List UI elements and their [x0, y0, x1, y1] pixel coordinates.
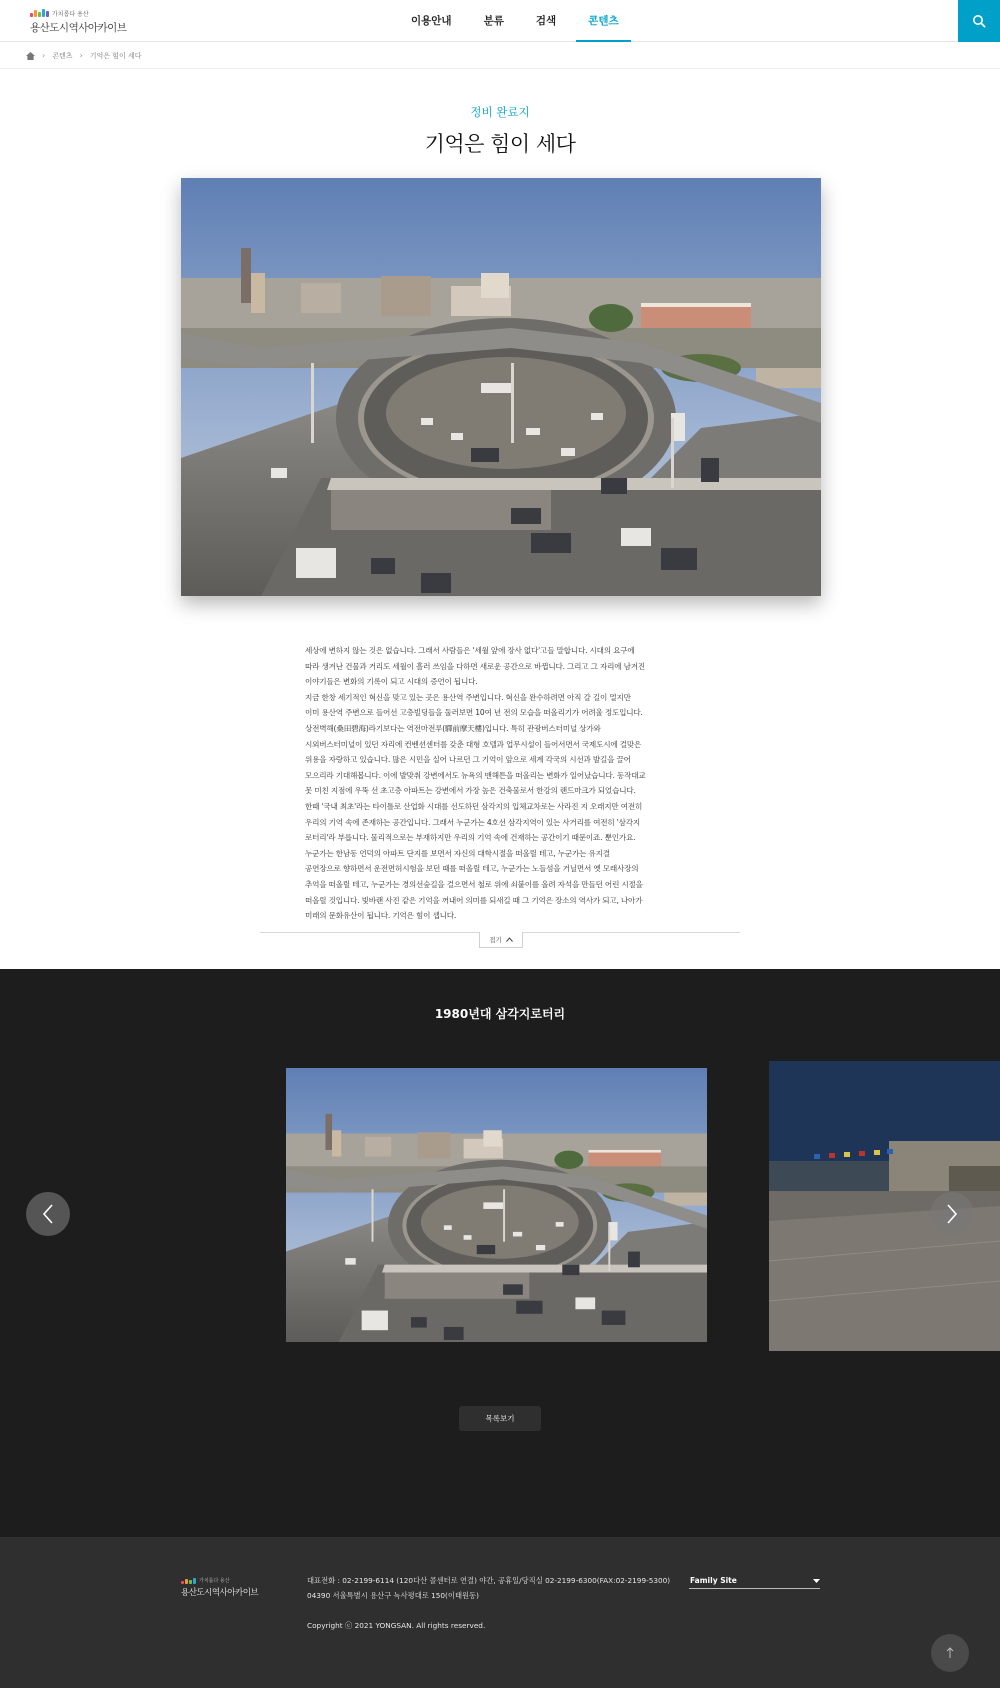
footer-logo-slogan: 가치롭다 용산 — [199, 1578, 230, 1584]
breadcrumb — [0, 43, 1000, 69]
scroll-top-button[interactable] — [931, 1634, 969, 1672]
article-line: 이야기들은 변화의 기록이 되고 시대의 증언이 됩니다. — [305, 677, 478, 687]
fold-button-label: 접기 — [489, 936, 502, 944]
article-category: 정비 완료지 — [470, 105, 530, 119]
logo-title: 용산도시역사아카이브 — [30, 22, 127, 34]
article-line: 못 미친 지점에 우뚝 선 초고층 아파트는 강변에서 가장 높은 건축물로서 한강의 랜드마크가 되었습니다. — [305, 786, 636, 796]
footer-logo[interactable] — [181, 1577, 258, 1598]
footer-address: 04390 서울특별시 용산구 녹사평대로 150(이태원동) — [307, 1591, 479, 1600]
site-header — [0, 0, 1000, 42]
article-line: 이미 용산역 주변으로 들어선 고층빌딩들을 둘러보면 10여 년 전의 모습을 떠올리기가 어려울 정도입니다. — [305, 708, 643, 718]
logo-slogan: 가치롭다 용산 — [52, 10, 89, 18]
nav-item-guide[interactable]: 이용안내 — [411, 15, 452, 27]
article-line: 지금 한창 세기적인 혁신을 맞고 있는 곳은 용산역 주변입니다. 혁신을 완수하려면 아직 갈 길이 멀지만 — [305, 692, 631, 702]
nav-item-category[interactable]: 분류 — [483, 15, 504, 27]
article-line: 누군가는 한남동 언덕의 아파트 단지를 보면서 자신의 대학시절을 떠올릴 테고, 누군가는 유지결 — [305, 848, 610, 858]
list-button[interactable]: 목록보기 — [459, 1406, 541, 1431]
article-line: 미래의 문화유산이 됩니다. 기억은 힘이 셉니다. — [305, 911, 457, 921]
article-line: 공연장으로 향하면서 운전면허시험을 보던 때를 떠올릴 테고, 누군가는 노들섬을 거닐면서 옛 모래사장의 — [305, 864, 639, 874]
footer-info — [307, 1573, 670, 1603]
gallery-title: 1980년대 삼각지로터리 — [434, 1007, 566, 1021]
family-site-label: Family Site — [690, 1576, 737, 1585]
home-icon[interactable] — [26, 52, 35, 60]
article-line: 상전벽해(桑田碧海)라기보다는 역전마전루(驛前摩天樓)입니다. 특히 관광버스터미널 상가와 — [305, 723, 601, 733]
article-line: 로터리'라 부릅니다. 물리적으로는 부재하지만 우리의 기억 속에 건재하는 공간이기 때문이죠. 뿐인가요. — [305, 833, 636, 843]
site-logo[interactable] — [30, 8, 140, 36]
nav-item-search[interactable]: 검색 — [535, 15, 557, 27]
chevron-up-icon — [506, 937, 513, 942]
logo-mark — [30, 9, 49, 17]
breadcrumb-item-current: 기억은 힘이 세다 — [89, 51, 142, 60]
article-line: 위용을 자랑하고 있습니다. 많은 시민을 실어 나르던 그 기억이 앞으로 세계 각국의 시선과 발길을 끌어 — [305, 755, 631, 765]
article-line: 따라 생겨난 건물과 거리도 세월이 흘러 쓰임을 다하면 새로운 공간으로 바뀝니다. 그리고 그 자리에 남겨진 — [305, 661, 646, 671]
footer-logo-title: 용산도시역사아카이브 — [181, 1588, 259, 1598]
main-nav — [395, 0, 635, 42]
nav-item-contents[interactable]: 콘텐츠 — [572, 0, 634, 42]
page-title: 기억은 힘이 세다 — [424, 132, 576, 156]
family-site-select[interactable] — [689, 1573, 820, 1589]
arrow-up-icon — [946, 1647, 954, 1659]
logo-mark — [181, 1578, 196, 1584]
search-icon — [972, 14, 986, 28]
site-footer — [0, 1537, 1000, 1688]
footer-copyright: Copyright ⓒ 2021 YONGSAN. All rights reserved. — [307, 1621, 486, 1630]
article-body — [305, 643, 697, 924]
breadcrumb-separator-icon: › — [79, 51, 83, 60]
article-line: 세상에 변하지 않는 것은 없습니다. 그래서 사람들은 '세월 앞에 장사 없다'고들 말합니다. 시대의 요구에 — [305, 646, 635, 655]
fold-button[interactable] — [479, 932, 523, 948]
caret-down-icon — [813, 1579, 820, 1583]
photo-gallery — [0, 969, 1000, 1537]
chevron-right-icon — [946, 1204, 958, 1224]
article-line: 모으리라 기대해봅니다. 이에 발맞춰 강변에서도 뉴욕의 맨해튼을 떠올리는 변화가 일어났습니다. 동작대교 — [305, 770, 646, 780]
gallery-slide-current[interactable] — [286, 1068, 707, 1342]
breadcrumb-item-contents[interactable]: 콘텐츠 — [52, 51, 73, 60]
article-line: 한때 '국내 최초'라는 타이틀로 산업화 시대를 선도하던 삼각지의 입체교차로는 사라진 지 오래지만 여전히 — [305, 801, 643, 811]
breadcrumb-separator-icon: › — [42, 51, 46, 60]
hero-photo — [181, 178, 821, 596]
footer-contact: 대표전화 : 02-2199-6114 (120다산 콜센터로 연결) 야간, 공휴일/당직실 02-2199-6300(FAX:02-2199-5300) — [307, 1576, 671, 1585]
gallery-next-button[interactable] — [930, 1192, 974, 1236]
article-line: 시외버스터미널이 있던 자리에 컨벤션센터를 갖춘 대형 호텔과 업무시설이 들어서면서 국제도시에 걸맞은 — [305, 739, 642, 749]
article-line: 떠올릴 것입니다. 빛바랜 사진 같은 기억을 꺼내어 의미를 되새길 때 그 기억은 장소의 역사가 되고, 나아가 — [305, 895, 643, 905]
article-line: 우리의 기억 속에 존재하는 공간입니다. 그래서 누군가는 4호선 삼각지역이 있는 사거리를 여전히 '삼각지 — [305, 817, 640, 827]
article-line: 추억을 떠올릴 테고, 누군가는 경의선숲길을 걸으면서 철로 위에 쇠붙이를 올려 자석을 만들던 어린 시절을 — [305, 879, 643, 889]
gallery-prev-button[interactable] — [26, 1192, 70, 1236]
chevron-left-icon — [42, 1204, 54, 1224]
search-button[interactable] — [958, 0, 1000, 42]
